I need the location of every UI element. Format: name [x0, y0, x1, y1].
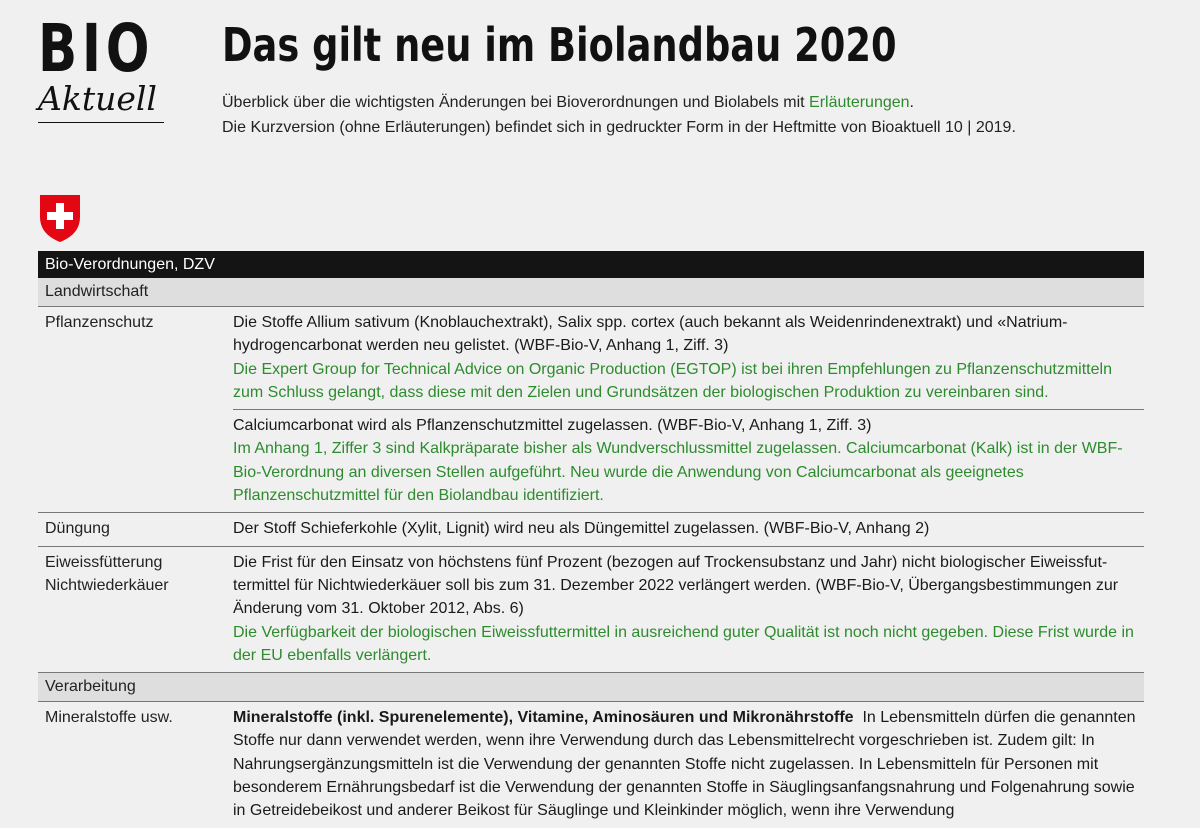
regulations-table: [38, 251, 1144, 828]
entry-schieferkohle: Der Stoff Schieferkohle (Xylit, Lignit) wird neu als Düngemittel zugelassen. (WBF-Bio-V, Anhang 2): [233, 520, 930, 538]
table-row-mineralstoffe: [38, 702, 1144, 827]
row-label-mineralstoffe: Mineralstoffe usw.: [45, 709, 173, 727]
table-row-duengung: [38, 513, 1144, 546]
entry-calciumcarbonat: [233, 410, 1144, 512]
erlaeuterungen-link[interactable]: Erläuterungen: [809, 94, 910, 111]
intro-text: [222, 90, 1016, 140]
swiss-coat-of-arms-icon: [38, 193, 82, 243]
intro-line-1-prefix: Überblick über die wichtigsten Änderungen bei Bioverordnungen und Biolabels mit: [222, 94, 810, 111]
row-label-eiweiss-line1: Eiweissfütterung: [45, 553, 163, 571]
logo-aktuell-text: Aktuell: [38, 79, 157, 118]
entry-eiweiss: [233, 547, 1144, 672]
intro-line-1-suffix: .: [909, 94, 914, 111]
table-row-pflanzenschutz: [38, 307, 1144, 513]
row-label-eiweiss: [38, 547, 233, 672]
entry-mineralstoffe-text: In Lebensmitteln dürfen die genannten Stoffe nur dann verwendet werden, wenn ihre Verwendung durch das Lebensmittelrecht vorgeschrieben ist. Zudem gilt: In Nahrungsergänzungsmitteln ist die Verwendung der genannten Stoffe nicht zugelassen. In Lebensmitteln für Personen mit besonderem Ernährungsbedarf ist die Verwendung der genannten Stoffe in Säuglingsanfangsnahrung und Folgenahrung sowie in Getreidebeikost und anderer Beikost für Säuglinge und Kleinkinder möglich, wenn ihre Verwendung: [233, 709, 1140, 820]
table-row-eiweiss: [38, 547, 1144, 673]
entry-allium: [233, 307, 1144, 410]
intro-line-1: [222, 90, 1016, 115]
entry-eiweiss-note: Die Verfügbarkeit der biologischen Eiweissfuttermittel in ausreichend guter Qualität ist noch nicht gegeben. Diese Frist wurde in der EU ebenfalls verlängert.: [233, 623, 1134, 664]
page-title: Das gilt neu im Biolandbau 2020: [222, 18, 897, 72]
row-label-pflanzenschutz: Pflanzenschutz: [45, 314, 154, 331]
row-label-eiweiss-line2: Nichtwiederkäuer: [45, 576, 169, 594]
logo-bio-text: BIO: [38, 10, 155, 87]
entry-mineralstoffe: [233, 702, 1144, 827]
entry-calciumcarbonat-note: Im Anhang 1, Ziffer 3 sind Kalkpräparate bisher als Wundverschlussmittel zugelassen. Calciumcarbonat (Kalk) ist in der WBF-Bio-Verordnung an diversen Stellen aufgeführt. Neu wurde die Anwendung von Calciumcarbonat als geeignetes Pflanzenschutzmittel für den Biolandbau identifiziert.: [233, 440, 1123, 505]
entry-calciumcarbonat-text: Calciumcarbonat wird als Pflanzenschutzmittel zugelassen. (WBF-Bio-V, Anhang 1, Ziff. 3): [233, 417, 872, 435]
group-header-landwirtschaft: Landwirtschaft: [38, 278, 1144, 307]
entry-allium-text: Die Stoffe Allium sativum (Knoblauchextrakt), Salix spp. cortex (auch bekannt als Weidenrindenextrakt) und «Natriumhydrogencarbonat werden neu gelistet. (WBF-Bio-V, Anhang 1, Ziff. 3): [233, 314, 1068, 355]
entry-eiweiss-text: Die Frist für den Einsatz von höchstens fünf Prozent (bezogen auf Trockensubstanz und Jahr) nicht biologischer Eiweissfuttermittel für Nichtwiederkäuer soll bis zum 31. Dezember 2022 verlängert werden. (WBF-Bio-V, Übergangsbestimmungen zur Änderung vom 31. Oktober 2012, Abs. 6): [233, 553, 1119, 618]
entry-allium-note: Die Expert Group for Technical Advice on Organic Production (EGTOP) ist bei ihren Empfehlungen zu Pflanzenschutzmitteln zum Schluss gelangt, dass diese mit den Zielen und Grundsätzen der biologischen Produktion zu vereinbaren sind.: [233, 360, 1112, 401]
bio-aktuell-logo: [38, 10, 164, 123]
intro-line-2: Die Kurzversion (ohne Erläuterungen) befindet sich in gedruckter Form in der Heftmitte von Bioaktuell 10 | 2019.: [222, 119, 1016, 136]
row-label-duengung: Düngung: [45, 520, 110, 538]
section-header: Bio-Verordnungen, DZV: [38, 251, 1144, 278]
entry-mineralstoffe-heading: Mineralstoffe (inkl. Spurenelemente), Vitamine, Aminosäuren und Mikronährstoffe: [233, 709, 854, 727]
logo-underline: [38, 122, 164, 123]
group-header-verarbeitung: Verarbeitung: [38, 673, 1144, 702]
